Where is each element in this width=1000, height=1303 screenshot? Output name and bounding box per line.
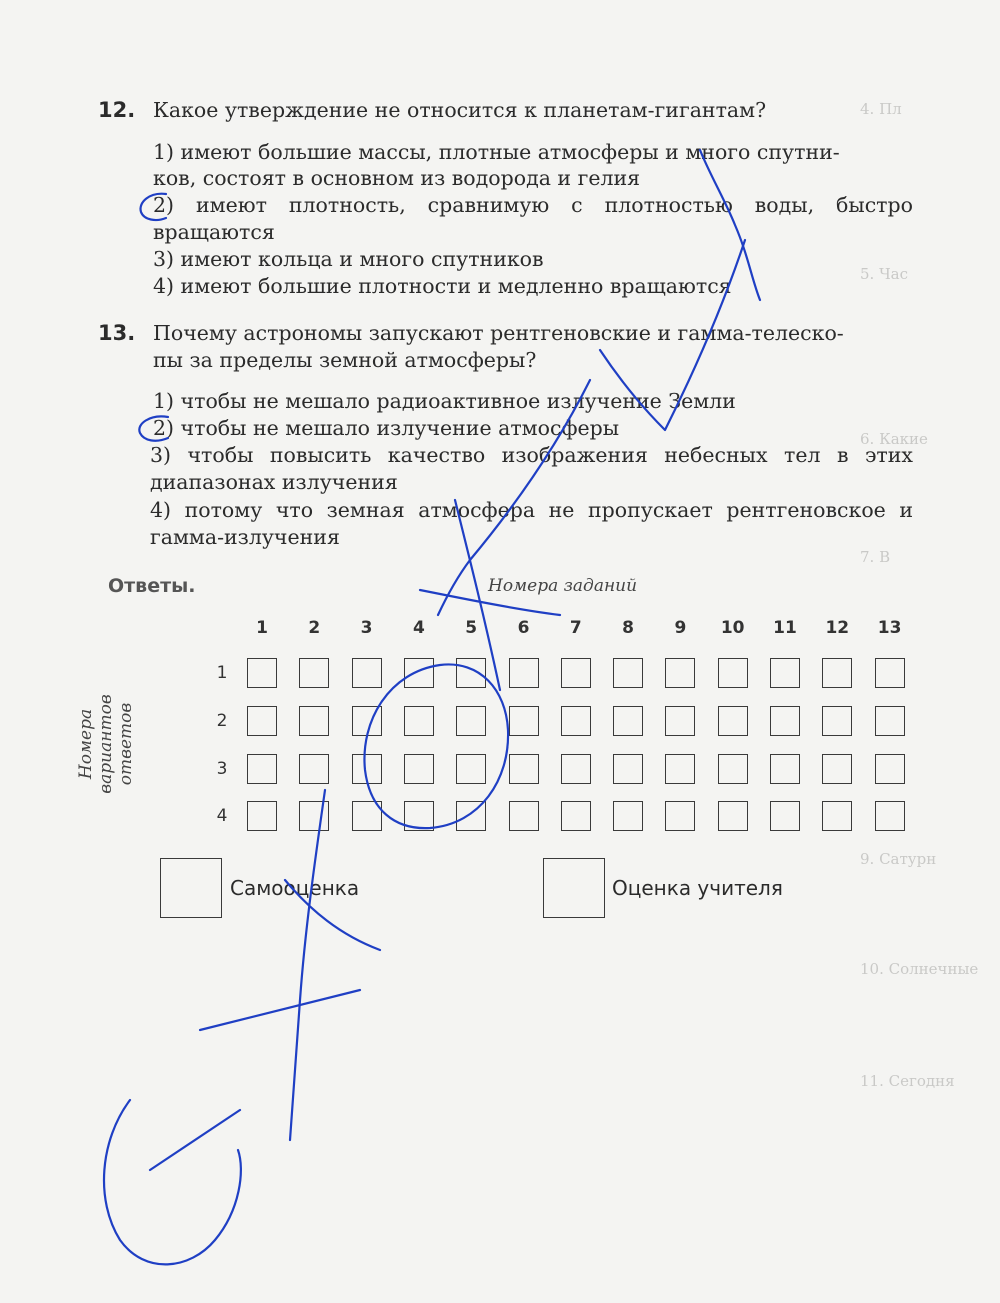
ink-letter-curve [104, 1100, 241, 1264]
answer-cell-task-10-variant-1[interactable] [718, 658, 748, 688]
question-13-text-line-2: пы за пределы земной атмосферы? [153, 348, 537, 372]
answer-cell-task-1-variant-3[interactable] [247, 754, 277, 784]
question-13-number: 13. [98, 321, 136, 345]
answer-cell-task-3-variant-1[interactable] [352, 658, 382, 688]
task-column-13: 13 [877, 618, 902, 638]
answer-cell-task-6-variant-4[interactable] [509, 801, 539, 831]
task-column-10: 10 [720, 618, 745, 638]
question-12-number: 12. [98, 98, 136, 122]
task-column-5: 5 [465, 618, 478, 638]
variant-row-3: 3 [216, 759, 228, 779]
answer-cell-task-12-variant-2[interactable] [822, 706, 852, 736]
answer-cell-task-5-variant-2[interactable] [456, 706, 486, 736]
variant-row-2: 2 [216, 711, 228, 731]
answer-cell-task-13-variant-3[interactable] [875, 754, 905, 784]
answer-cell-task-11-variant-3[interactable] [770, 754, 800, 784]
task-numbers-label: Номера заданий [488, 576, 638, 596]
question-12-option-1-line-2[interactable]: ков, состоят в основном из водорода и гелия [153, 166, 641, 190]
answers-title: Ответы. [108, 575, 196, 597]
task-column-11: 11 [773, 618, 797, 638]
answer-cell-task-6-variant-2[interactable] [509, 706, 539, 736]
answer-cell-task-11-variant-2[interactable] [770, 706, 800, 736]
answer-cell-task-12-variant-3[interactable] [822, 754, 852, 784]
answer-cell-task-7-variant-3[interactable] [561, 754, 591, 784]
question-13-option-4[interactable]: 4) потому что земная атмосфера не пропускает рентгеновское и гамма-излучения [150, 498, 913, 549]
answer-cell-task-12-variant-1[interactable] [822, 658, 852, 688]
answer-cell-task-7-variant-4[interactable] [561, 801, 591, 831]
answer-cell-task-5-variant-3[interactable] [456, 754, 486, 784]
teacher-grade-label: Оценка учителя [612, 876, 783, 900]
answer-cell-task-10-variant-2[interactable] [718, 706, 748, 736]
answer-cell-task-1-variant-2[interactable] [247, 706, 277, 736]
question-13-text-line-1: Почему астрономы запускают рентгеновские и гамма-телеско- [153, 321, 844, 345]
answer-cell-task-9-variant-2[interactable] [665, 706, 695, 736]
answer-cell-task-4-variant-4[interactable] [404, 801, 434, 831]
answer-cell-task-8-variant-2[interactable] [613, 706, 643, 736]
answer-cell-task-2-variant-4[interactable] [299, 801, 329, 831]
task-column-4: 4 [412, 618, 425, 638]
variant-numbers-label: Номера вариантов ответов [76, 694, 136, 794]
task-column-12: 12 [825, 618, 850, 638]
task-column-8: 8 [622, 618, 635, 638]
answer-cell-task-6-variant-3[interactable] [509, 754, 539, 784]
question-13-option-2[interactable]: 2) чтобы не мешало излучение атмосферы [153, 416, 620, 440]
answer-cell-task-4-variant-3[interactable] [404, 754, 434, 784]
answer-cell-task-9-variant-3[interactable] [665, 754, 695, 784]
answer-cell-task-2-variant-3[interactable] [299, 754, 329, 784]
answer-cell-task-5-variant-1[interactable] [456, 658, 486, 688]
task-column-9: 9 [674, 618, 687, 638]
self-assessment-box[interactable] [160, 858, 222, 918]
answer-cell-task-11-variant-1[interactable] [770, 658, 800, 688]
answer-cell-task-6-variant-1[interactable] [509, 658, 539, 688]
answer-cell-task-3-variant-4[interactable] [352, 801, 382, 831]
answer-cell-task-8-variant-1[interactable] [613, 658, 643, 688]
task-column-6: 6 [517, 618, 530, 638]
answer-cell-task-9-variant-4[interactable] [665, 801, 695, 831]
answer-cell-task-12-variant-4[interactable] [822, 801, 852, 831]
answer-cell-task-13-variant-4[interactable] [875, 801, 905, 831]
answer-cell-task-8-variant-3[interactable] [613, 754, 643, 784]
task-column-7: 7 [569, 618, 582, 638]
task-column-3: 3 [360, 618, 373, 638]
answer-cell-task-7-variant-1[interactable] [561, 658, 591, 688]
self-assessment-label: Самооценка [230, 876, 360, 900]
answer-cell-task-11-variant-4[interactable] [770, 801, 800, 831]
answer-cell-task-10-variant-4[interactable] [718, 801, 748, 831]
ink-oval [364, 664, 508, 828]
answer-cell-task-9-variant-1[interactable] [665, 658, 695, 688]
answer-cell-task-4-variant-2[interactable] [404, 706, 434, 736]
answer-cell-task-13-variant-1[interactable] [875, 658, 905, 688]
question-13-option-3[interactable]: 3) чтобы повысить качество изображения небесных тел в этих диапазонах излучения [150, 443, 913, 494]
question-12-option-4[interactable]: 4) имеют большие плотности и медленно вращаются [153, 274, 732, 298]
answer-cell-task-5-variant-4[interactable] [456, 801, 486, 831]
question-12-option-1-line-1[interactable]: 1) имеют большие массы, плотные атмосферы и много спутни- [153, 140, 840, 164]
answer-cell-task-2-variant-1[interactable] [299, 658, 329, 688]
variant-row-4: 4 [216, 806, 228, 826]
answer-cell-task-4-variant-1[interactable] [404, 658, 434, 688]
variant-row-1: 1 [216, 663, 228, 683]
answer-cell-task-13-variant-2[interactable] [875, 706, 905, 736]
question-12-text: Какое утверждение не относится к планетам-гигантам? [153, 98, 767, 122]
question-13-option-1[interactable]: 1) чтобы не мешало радиоактивное излучение Земли [153, 389, 736, 413]
answer-cell-task-1-variant-4[interactable] [247, 801, 277, 831]
task-column-2: 2 [308, 618, 321, 638]
ink-stroke-bottom [150, 1110, 240, 1170]
ink-stroke-long-1 [290, 790, 325, 1140]
question-12-option-3[interactable]: 3) имеют кольца и много спутников [153, 247, 544, 271]
answer-cell-task-10-variant-3[interactable] [718, 754, 748, 784]
ink-stroke-long-3 [200, 990, 360, 1030]
answer-cell-task-3-variant-2[interactable] [352, 706, 382, 736]
answer-cell-task-3-variant-3[interactable] [352, 754, 382, 784]
teacher-grade-box[interactable] [543, 858, 605, 918]
task-column-1: 1 [256, 618, 268, 638]
question-12-option-2[interactable]: 2) имеют плотность, сравнимую с плотностью воды, быстро вращаются [153, 193, 913, 244]
answer-cell-task-2-variant-2[interactable] [299, 706, 329, 736]
answer-cell-task-8-variant-4[interactable] [613, 801, 643, 831]
answer-cell-task-1-variant-1[interactable] [247, 658, 277, 688]
answer-cell-task-7-variant-2[interactable] [561, 706, 591, 736]
